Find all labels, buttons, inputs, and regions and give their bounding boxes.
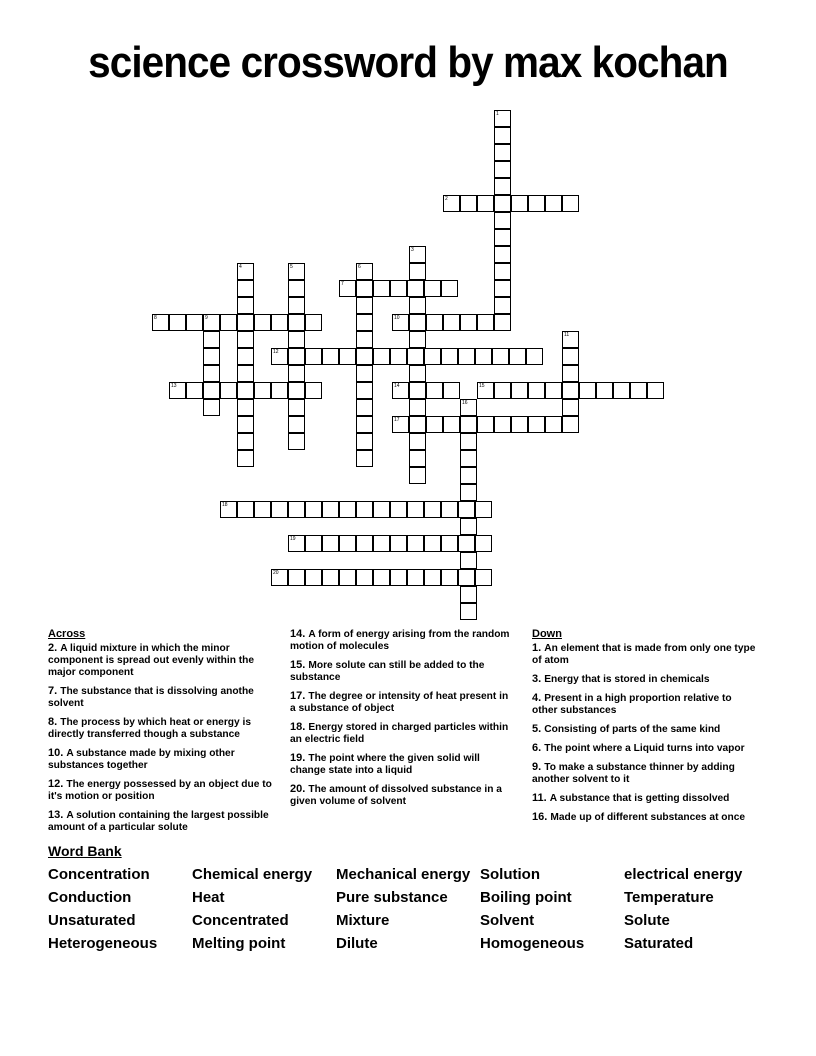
crossword-cell[interactable] (305, 535, 322, 552)
crossword-cell[interactable] (460, 518, 477, 535)
crossword-cell[interactable] (390, 348, 407, 365)
crossword-cell[interactable] (441, 348, 458, 365)
crossword-cell[interactable] (288, 399, 305, 416)
crossword-cell[interactable] (409, 433, 426, 450)
crossword-cell[interactable] (288, 433, 305, 450)
crossword-cell[interactable] (494, 229, 511, 246)
crossword-cell[interactable] (460, 314, 477, 331)
crossword-cell[interactable] (373, 569, 390, 586)
crossword-cell[interactable] (373, 535, 390, 552)
clue-text: The point where a Liquid turns into vapor (544, 743, 745, 754)
clue-item (48, 716, 273, 741)
crossword-cell[interactable] (373, 280, 390, 297)
crossword-cell[interactable] (322, 569, 339, 586)
crossword-cell[interactable] (237, 314, 254, 331)
crossword-cell[interactable] (545, 416, 562, 433)
cell-number: 9 (205, 315, 208, 321)
across-clues-column-2 (290, 628, 515, 814)
cell-number: 5 (290, 264, 293, 270)
crossword-cell[interactable] (288, 280, 305, 297)
crossword-cell[interactable] (494, 297, 511, 314)
crossword-cell[interactable] (356, 263, 373, 280)
crossword-cell[interactable] (322, 535, 339, 552)
crossword-cell[interactable] (426, 416, 443, 433)
crossword-cell[interactable] (460, 416, 477, 433)
word-bank-item: electrical energy (624, 866, 743, 883)
clue-text: A substance made by mixing other substances together (48, 748, 235, 771)
clue-number: 11. (532, 792, 550, 804)
crossword-cell[interactable] (409, 314, 426, 331)
crossword-cell[interactable] (477, 416, 494, 433)
crossword-cell[interactable] (186, 382, 203, 399)
word-bank (48, 866, 788, 953)
crossword-cell[interactable] (494, 314, 511, 331)
crossword-cell[interactable] (443, 382, 460, 399)
crossword-cell[interactable] (288, 416, 305, 433)
clue-number: 16. (532, 811, 551, 823)
cell-number: 15 (479, 383, 485, 389)
crossword-cell[interactable] (339, 535, 356, 552)
crossword-cell[interactable] (475, 501, 492, 518)
crossword-cell[interactable] (271, 348, 288, 365)
clue-number: 3. (532, 673, 545, 685)
crossword-cell[interactable] (407, 501, 424, 518)
cell-number: 10 (394, 315, 400, 321)
crossword-cell[interactable] (511, 195, 528, 212)
crossword-cell[interactable] (494, 280, 511, 297)
crossword-cell[interactable] (460, 603, 477, 620)
crossword-cell[interactable] (271, 501, 288, 518)
crossword-cell[interactable] (305, 569, 322, 586)
word-bank-item: Melting point (192, 935, 286, 952)
crossword-cell[interactable] (271, 314, 288, 331)
crossword-cell[interactable] (392, 382, 409, 399)
crossword-cell[interactable] (288, 501, 305, 518)
crossword-cell[interactable] (356, 501, 373, 518)
crossword-cell[interactable] (460, 484, 477, 501)
crossword-cell[interactable] (528, 195, 545, 212)
crossword-cell[interactable] (237, 263, 254, 280)
crossword-cell[interactable] (305, 501, 322, 518)
clue-item (48, 685, 273, 710)
crossword-cell[interactable] (409, 263, 426, 280)
across-heading: Across (48, 628, 86, 640)
crossword-cell[interactable] (562, 399, 579, 416)
crossword-cell[interactable] (409, 450, 426, 467)
crossword-cell[interactable] (494, 263, 511, 280)
crossword-cell[interactable] (528, 382, 545, 399)
clue-item (290, 721, 515, 746)
crossword-cell[interactable] (407, 569, 424, 586)
crossword-cell[interactable] (237, 399, 254, 416)
crossword-cell[interactable] (169, 314, 186, 331)
clue-item (290, 752, 515, 777)
crossword-cell[interactable] (390, 569, 407, 586)
word-bank-item: Solution (480, 866, 540, 883)
crossword-cell[interactable] (305, 382, 322, 399)
clue-text: A form of energy arising from the random motion of molecules (290, 629, 510, 652)
crossword-cell[interactable] (288, 365, 305, 382)
crossword-cell[interactable] (494, 144, 511, 161)
crossword-cell[interactable] (203, 331, 220, 348)
crossword-cell[interactable] (271, 569, 288, 586)
crossword-cell[interactable] (458, 501, 475, 518)
word-bank-item: Solvent (480, 912, 535, 929)
cell-number: 14 (394, 383, 400, 389)
crossword-cell[interactable] (526, 348, 543, 365)
cell-number: 16 (462, 400, 468, 406)
crossword-cell[interactable] (494, 161, 511, 178)
crossword-cell[interactable] (407, 535, 424, 552)
crossword-cell[interactable] (339, 569, 356, 586)
clue-number: 12. (48, 778, 67, 790)
crossword-cell[interactable] (460, 433, 477, 450)
word-bank-item: Temperature (624, 889, 714, 906)
crossword-cell[interactable] (647, 382, 664, 399)
cell-number: 7 (341, 281, 344, 287)
clue-item (290, 690, 515, 715)
clue-text: Consisting of parts of the same kind (544, 724, 721, 735)
crossword-cell[interactable] (409, 399, 426, 416)
crossword-cell[interactable] (494, 246, 511, 263)
clue-number: 10. (48, 747, 67, 759)
crossword-cell[interactable] (492, 348, 509, 365)
clue-item (48, 642, 273, 679)
across-clues-column-1 (48, 628, 273, 840)
down-heading: Down (532, 628, 562, 640)
crossword-cell[interactable] (390, 280, 407, 297)
crossword-cell[interactable] (288, 569, 305, 586)
clue-number: 18. (290, 721, 309, 733)
crossword-cell[interactable] (441, 569, 458, 586)
crossword-cell[interactable] (356, 297, 373, 314)
cell-number: 11 (564, 332, 570, 338)
crossword-cell[interactable] (545, 195, 562, 212)
clue-item (532, 761, 757, 786)
crossword-cell[interactable] (288, 348, 305, 365)
crossword-cell[interactable] (373, 348, 390, 365)
crossword-cell[interactable] (409, 331, 426, 348)
clue-text: The energy possessed by an object due to it's motion or position (48, 779, 272, 802)
clue-item (532, 811, 757, 824)
word-bank-item: Dilute (336, 935, 378, 952)
crossword-cell[interactable] (475, 535, 492, 552)
clue-text: More solute can still be added to the substance (290, 660, 485, 683)
clue-text: Energy stored in charged particles within an electric field (290, 722, 509, 745)
crossword-cell[interactable] (409, 416, 426, 433)
crossword-cell[interactable] (152, 314, 169, 331)
crossword-cell[interactable] (409, 382, 426, 399)
cell-number: 2 (445, 196, 448, 202)
clue-text: The point where the given solid will change state into a liquid (290, 753, 480, 776)
crossword-cell[interactable] (356, 535, 373, 552)
crossword-cell[interactable] (441, 535, 458, 552)
cell-number: 12 (273, 349, 279, 355)
cell-number: 4 (239, 264, 242, 270)
down-clues-column (532, 628, 757, 830)
clue-text: The process by which heat or energy is directly transferred though a substance (48, 717, 252, 740)
clue-number: 20. (290, 783, 309, 795)
crossword-cell[interactable] (613, 382, 630, 399)
crossword-cell[interactable] (237, 382, 254, 399)
clue-item (290, 783, 515, 808)
crossword-cell[interactable] (562, 348, 579, 365)
crossword-cell[interactable] (441, 280, 458, 297)
crossword-cell[interactable] (494, 212, 511, 229)
clue-item (532, 792, 757, 805)
clue-text: Energy that is stored in chemicals (544, 674, 710, 685)
word-bank-item: Mechanical energy (336, 866, 471, 883)
crossword-cell[interactable] (237, 365, 254, 382)
word-bank-item: Chemical energy (192, 866, 313, 883)
clue-text: Present in a high proportion relative to other substances (532, 693, 732, 716)
crossword-cell[interactable] (356, 365, 373, 382)
crossword-cell[interactable] (477, 195, 494, 212)
crossword-cell[interactable] (407, 280, 424, 297)
clue-number: 4. (532, 692, 545, 704)
crossword-cell[interactable] (407, 348, 424, 365)
crossword-cell[interactable] (596, 382, 613, 399)
crossword-cell[interactable] (339, 280, 356, 297)
cell-number: 13 (171, 383, 177, 389)
clue-item (290, 659, 515, 684)
crossword-cell[interactable] (392, 416, 409, 433)
clue-number: 13. (48, 809, 67, 821)
clue-number: 17. (290, 690, 309, 702)
word-bank-item: Heat (192, 889, 225, 906)
crossword-cell[interactable] (237, 348, 254, 365)
cell-number: 19 (290, 536, 296, 542)
crossword-cell[interactable] (424, 348, 441, 365)
crossword-cell[interactable] (458, 569, 475, 586)
crossword-cell[interactable] (237, 297, 254, 314)
crossword-cell[interactable] (509, 348, 526, 365)
clue-item (290, 628, 515, 653)
crossword-cell[interactable] (373, 501, 390, 518)
crossword-cell[interactable] (237, 501, 254, 518)
crossword-cell[interactable] (305, 348, 322, 365)
clue-text: A liquid mixture in which the minor component is spread out evenly within the major component (48, 643, 255, 678)
crossword-cell[interactable] (237, 331, 254, 348)
crossword-cell[interactable] (288, 535, 305, 552)
page-title: science crossword by max kochan (88, 38, 728, 87)
clue-text: The amount of dissolved substance in a given volume of solvent (290, 784, 502, 807)
crossword-cell[interactable] (443, 416, 460, 433)
crossword-cell[interactable] (237, 416, 254, 433)
word-bank-item: Mixture (336, 912, 390, 929)
crossword-cell[interactable] (545, 382, 562, 399)
crossword-cell[interactable] (424, 501, 441, 518)
crossword-cell[interactable] (458, 535, 475, 552)
crossword-cell[interactable] (460, 399, 477, 416)
word-bank-item: Concentration (48, 866, 150, 883)
word-bank-item: Solute (624, 912, 670, 929)
crossword-cell[interactable] (511, 416, 528, 433)
clue-number: 9. (532, 761, 545, 773)
crossword-cell[interactable] (356, 280, 373, 297)
clue-text: A solution containing the largest possible amount of a particular solute (48, 810, 269, 833)
crossword-cell[interactable] (203, 314, 220, 331)
crossword-cell[interactable] (409, 297, 426, 314)
word-bank-item: Saturated (624, 935, 694, 952)
word-bank-item: Heterogeneous (48, 935, 158, 952)
clue-number: 1. (532, 642, 545, 654)
clue-text: An element that is made from only one type of atom (532, 643, 756, 666)
clue-number: 19. (290, 752, 309, 764)
crossword-cell[interactable] (426, 314, 443, 331)
crossword-cell[interactable] (441, 501, 458, 518)
clue-item (532, 642, 757, 667)
crossword-cell[interactable] (390, 535, 407, 552)
crossword-cell[interactable] (305, 314, 322, 331)
crossword-cell[interactable] (203, 399, 220, 416)
clue-number: 6. (532, 742, 545, 754)
crossword-cell[interactable] (460, 467, 477, 484)
crossword-cell[interactable] (237, 450, 254, 467)
crossword-cell[interactable] (288, 314, 305, 331)
clue-item (532, 692, 757, 717)
crossword-cell[interactable] (356, 416, 373, 433)
clue-item (48, 778, 273, 803)
clue-item (532, 742, 757, 755)
crossword-cell[interactable] (409, 246, 426, 263)
clue-text: The degree or intensity of heat present in a substance of object (290, 691, 509, 714)
clue-number: 2. (48, 642, 61, 654)
cell-number: 1 (496, 111, 499, 117)
crossword-cell[interactable] (339, 501, 356, 518)
crossword-cell[interactable] (288, 263, 305, 280)
crossword-cell[interactable] (392, 314, 409, 331)
crossword-cell[interactable] (220, 382, 237, 399)
crossword-cell[interactable] (424, 569, 441, 586)
word-bank-item: Pure substance (336, 889, 448, 906)
crossword-cell[interactable] (356, 331, 373, 348)
cell-number: 17 (394, 417, 400, 423)
crossword-cell[interactable] (494, 195, 511, 212)
crossword-cell[interactable] (460, 552, 477, 569)
clue-text: The substance that is dissolving anothe solvent (48, 686, 254, 709)
clue-number: 8. (48, 716, 61, 728)
crossword-cell[interactable] (254, 501, 271, 518)
crossword-cell[interactable] (460, 586, 477, 603)
crossword-cell[interactable] (443, 195, 460, 212)
clue-text: A substance that is getting dissolved (549, 793, 730, 804)
clue-item (532, 723, 757, 736)
crossword-cell[interactable] (254, 314, 271, 331)
crossword-cell[interactable] (322, 501, 339, 518)
crossword-cell[interactable] (511, 382, 528, 399)
crossword-cell[interactable] (288, 331, 305, 348)
crossword-cell[interactable] (409, 467, 426, 484)
cell-number: 6 (358, 264, 361, 270)
clue-item (532, 673, 757, 686)
crossword-cell[interactable] (288, 382, 305, 399)
crossword-cell[interactable] (322, 348, 339, 365)
crossword-cell[interactable] (475, 569, 492, 586)
crossword-cell[interactable] (186, 314, 203, 331)
word-bank-item: Homogeneous (480, 935, 585, 952)
crossword-cell[interactable] (356, 569, 373, 586)
crossword-cell[interactable] (356, 450, 373, 467)
clue-number: 14. (290, 628, 309, 640)
crossword-cell[interactable] (356, 314, 373, 331)
crossword-cell[interactable] (169, 382, 186, 399)
crossword-cell[interactable] (562, 195, 579, 212)
crossword-cell[interactable] (443, 314, 460, 331)
word-bank-item: Conduction (48, 889, 132, 906)
crossword-cell[interactable] (562, 382, 579, 399)
word-bank-item: Unsaturated (48, 912, 136, 929)
clue-item (48, 809, 273, 834)
crossword-cell[interactable] (562, 365, 579, 382)
crossword-cell[interactable] (271, 382, 288, 399)
clue-text: Made up of different substances at once (550, 812, 746, 823)
word-bank-title: Word Bank (48, 843, 122, 859)
crossword-cell[interactable] (426, 382, 443, 399)
cell-number: 3 (411, 247, 414, 253)
crossword-cell[interactable] (460, 450, 477, 467)
crossword-cell[interactable] (409, 365, 426, 382)
word-bank-item: Concentrated (192, 912, 289, 929)
crossword-cell[interactable] (237, 433, 254, 450)
crossword-cell[interactable] (339, 348, 356, 365)
cell-number: 8 (154, 315, 157, 321)
crossword-cell[interactable] (562, 331, 579, 348)
clue-number: 7. (48, 685, 61, 697)
crossword-cell[interactable] (288, 297, 305, 314)
crossword-cell[interactable] (579, 382, 596, 399)
crossword-cell[interactable] (220, 501, 237, 518)
crossword-cell[interactable] (254, 382, 271, 399)
cell-number: 18 (222, 502, 228, 508)
clue-item (48, 747, 273, 772)
crossword-cell[interactable] (356, 399, 373, 416)
word-bank-item: Boiling point (480, 889, 572, 906)
clue-text: To make a substance thinner by adding another solvent to it (532, 762, 735, 785)
crossword-cell[interactable] (203, 382, 220, 399)
crossword-cell[interactable] (528, 416, 545, 433)
crossword-cell[interactable] (494, 416, 511, 433)
crossword-cell[interactable] (494, 382, 511, 399)
crossword-cell[interactable] (460, 195, 477, 212)
crossword-cell[interactable] (203, 348, 220, 365)
crossword-cell[interactable] (458, 348, 475, 365)
crossword-cell[interactable] (356, 382, 373, 399)
crossword-cell[interactable] (356, 348, 373, 365)
crossword-cell[interactable] (494, 127, 511, 144)
crossword-cell[interactable] (203, 365, 220, 382)
crossword-cell[interactable] (390, 501, 407, 518)
crossword-cell[interactable] (424, 535, 441, 552)
crossword-cell[interactable] (494, 178, 511, 195)
cell-number: 20 (273, 570, 279, 576)
crossword-cell[interactable] (220, 314, 237, 331)
crossword-cell[interactable] (477, 314, 494, 331)
crossword-cell[interactable] (356, 433, 373, 450)
crossword-cell[interactable] (562, 416, 579, 433)
crossword-cell[interactable] (475, 348, 492, 365)
crossword-cell[interactable] (630, 382, 647, 399)
clue-number: 5. (532, 723, 545, 735)
crossword-cell[interactable] (237, 280, 254, 297)
crossword-cell[interactable] (477, 382, 494, 399)
clue-number: 15. (290, 659, 309, 671)
crossword-cell[interactable] (494, 110, 511, 127)
crossword-cell[interactable] (424, 280, 441, 297)
